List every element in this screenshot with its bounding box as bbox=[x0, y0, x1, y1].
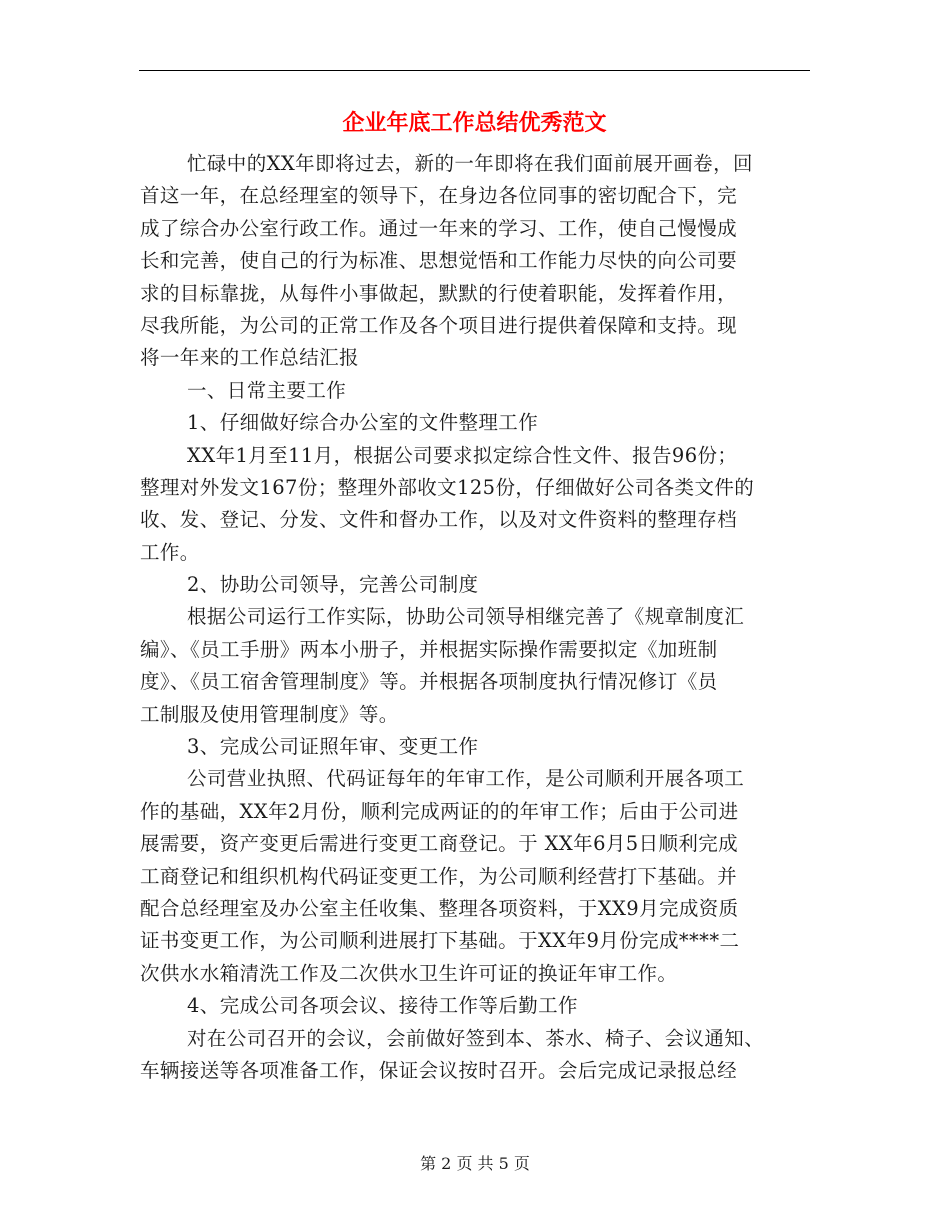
body-line: 尽我所能，为公司的正常工作及各个项目进行提供着保障和支持。现 bbox=[140, 313, 738, 337]
body-line: 收、发、登记、分发、文件和督办工作，以及对文件资料的整理存档 bbox=[140, 508, 738, 532]
body-line: 车辆接送等各项准备工作，保证会议按时召开。会后完成记录报总经 bbox=[140, 1058, 738, 1082]
body-line: 长和完善，使自己的行为标准、思想觉悟和工作能力尽快的向公司要 bbox=[140, 249, 738, 273]
document-body bbox=[140, 148, 812, 1087]
subsection-heading: 2、协助公司领导，完善公司制度 bbox=[187, 573, 479, 597]
subsection-heading: 4、完成公司各项会议、接待工作等后勤工作 bbox=[187, 994, 578, 1018]
body-line: 根据公司运行工作实际，协助公司领导相继完善了《规章制度汇 bbox=[187, 605, 745, 629]
body-line: 工作。 bbox=[140, 540, 200, 564]
page-number: 第 2 页 共 5 页 bbox=[420, 1154, 530, 1173]
body-line: 整理对外发文167份；整理外部收文125份，仔细做好公司各类文件的 bbox=[140, 475, 755, 499]
body-line: 成了综合办公室行政工作。通过一年来的学习、工作，使自己慢慢成 bbox=[140, 216, 738, 240]
body-line: 将一年来的工作总结汇报 bbox=[140, 346, 359, 370]
body-line: 配合总经理室及办公室主任收集、整理各项资料，于XX9月完成资质 bbox=[140, 896, 739, 920]
body-line: 首这一年，在总经理室的领导下，在身边各位同事的密切配合下，完 bbox=[140, 184, 738, 208]
body-line: 度》、《员工宿舍管理制度》等。并根据各项制度执行情况修订《员 bbox=[140, 670, 718, 694]
body-line: 求的目标靠拢，从每件小事做起，默默的行使着职能，发挥着作用， bbox=[140, 281, 738, 305]
body-line: 展需要，资产变更后需进行变更工商登记。于 XX年6月5日顺利完成 bbox=[140, 832, 739, 856]
body-line: 次供水水箱清洗工作及二次供水卫生许可证的换证年审工作。 bbox=[140, 961, 678, 985]
document-title: 企业年底工作总结优秀范文 bbox=[342, 111, 607, 136]
body-line: 公司营业执照、代码证每年的年审工作，是公司顺利开展各项工 bbox=[187, 767, 745, 791]
subsection-heading: 1、仔细做好综合办公室的文件整理工作 bbox=[187, 411, 539, 435]
body-line: 工制服及使用管理制度》等。 bbox=[140, 702, 399, 726]
body-line: 编》、《员工手册》两本小册子，并根据实际操作需要拟定《加班制 bbox=[140, 637, 718, 661]
body-line: 工商登记和组织机构代码证变更工作，为公司顺利经营打下基础。并 bbox=[140, 864, 738, 888]
body-line: 作的基础，XX年2月份，顺利完成两证的的年审工作；后由于公司进 bbox=[140, 799, 739, 823]
body-line: XX年1月至11月，根据公司要求拟定综合性文件、报告96份； bbox=[187, 443, 738, 467]
header-rule bbox=[139, 70, 810, 71]
body-line: 忙碌中的XX年即将过去，新的一年即将在我们面前展开画卷，回 bbox=[187, 152, 753, 175]
body-line: 对在公司召开的会议，会前做好签到本、茶水、椅子、会议通知、 bbox=[187, 1026, 765, 1050]
body-line: 证书变更工作，为公司顺利进展打下基础。于XX年9月份完成****二 bbox=[140, 929, 740, 953]
section-heading: 一、日常主要工作 bbox=[187, 378, 347, 402]
subsection-heading: 3、完成公司证照年审、变更工作 bbox=[187, 735, 479, 759]
